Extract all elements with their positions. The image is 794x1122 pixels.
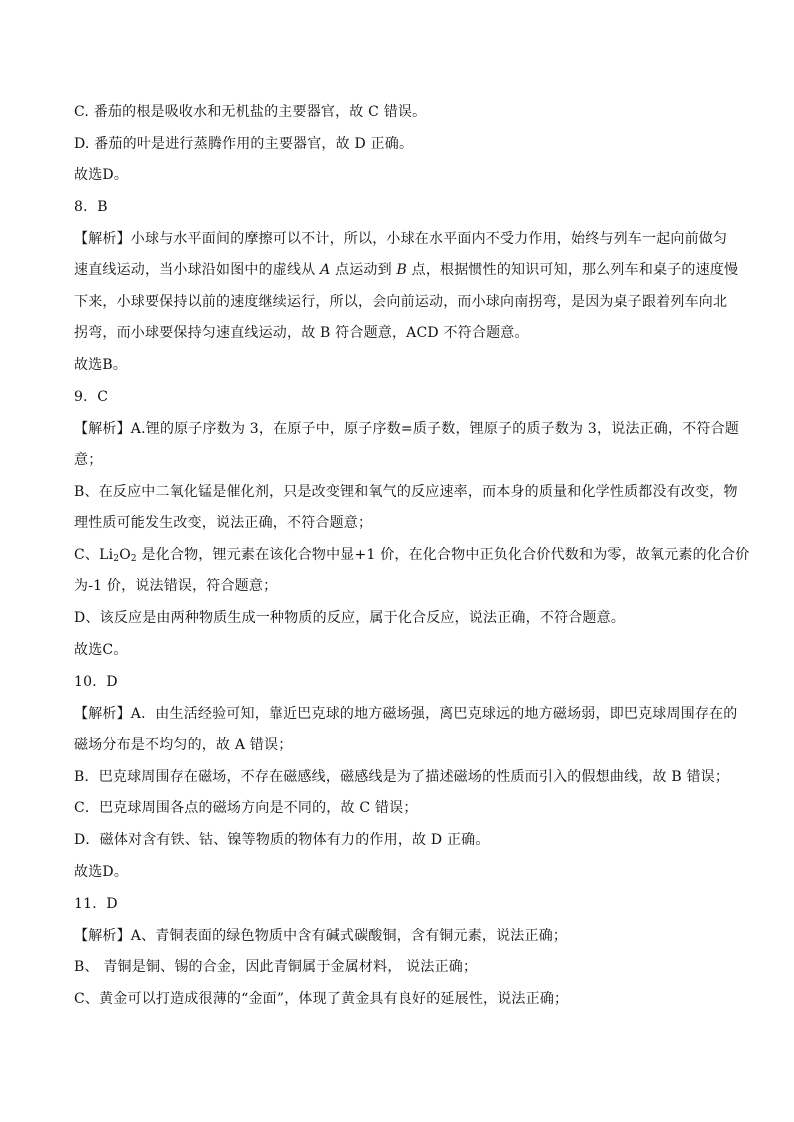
analysis-10-line-3: B．巴克球周围存在磁场，不存在磁感线，磁感线是为了描述磁场的性质而引入的假想曲线，故 B 错误； xyxy=(74,769,730,785)
analysis-9-line-7: D、该反应是由两种物质生成一种物质的反应，属于化合反应，说法正确，不符合题意。 xyxy=(74,610,626,626)
analysis-9-line-1: 【解析】A.锂的原子序数为 3，在原子中，原子序数=质子数，锂原子的质子数为 3，说法正确，不符合题 xyxy=(74,421,740,437)
analysis-8-line-4: 拐弯，而小球要保持匀速直线运动，故 B 符合题意，ACD 不符合题意。 xyxy=(74,325,529,341)
analysis-8-line-1: 【解析】小球与水平面间的摩擦可以不计，所以，小球在水平面内不受力作用，始终与列车一起向前做匀 xyxy=(74,231,728,247)
analysis-8-line-3: 下来，小球要保持以前的速度继续运行，所以，会向前运动，而小球向南拐弯，是因为桌子跟着列车向北 xyxy=(74,294,728,310)
analysis-10-line-2: 磁场分布是不均匀的，故 A 错误； xyxy=(74,737,293,753)
analysis-11-line-3: C、黄金可以打造成很薄的“金面”，体现了黄金具有良好的延展性，说法正确； xyxy=(74,991,569,1007)
analysis-9-line-6: 为-1 价，说法错误，符合题意； xyxy=(74,578,278,594)
answer-line: 故选D。 xyxy=(74,167,129,183)
question-10-heading: 10．D xyxy=(74,674,118,690)
analysis-10-line-1: 【解析】A．由生活经验可知，靠近巴克球的地方磁场强，离巴克球远的地方磁场弱，即巴克球周围存在的 xyxy=(74,706,738,722)
analysis-9-line-5: C、$Li_2O_2$ 是化合物，锂元素在该化合物中显+1 价，在化合物中正负化合价代数和为零，故氧元素的化合价 xyxy=(74,547,750,564)
analysis-10-line-5: D．磁体对含有铁、钴、镍等物质的物体有力的作用，故 D 正确。 xyxy=(74,832,490,848)
answer-line: 故选B。 xyxy=(74,357,128,373)
question-9-heading: 9．C xyxy=(74,389,109,405)
analysis-9-line-2: 意； xyxy=(74,452,103,468)
analysis-9-line-4: 理性质可能发生改变，说法正确，不符合题意； xyxy=(74,515,373,531)
answer-line: 故选D。 xyxy=(74,864,129,880)
analysis-11-line-1: 【解析】A、青铜表面的绿色物质中含有碱式碳酸铜，含有铜元素，说法正确； xyxy=(74,928,568,944)
analysis-8-line-2: 速直线运动，当小球沿如图中的虚线从 A 点运动到 B 点，根据惯性的知识可知，那么列车和桌子的速度慢 xyxy=(74,262,739,278)
answer-line: 故选C。 xyxy=(74,642,128,658)
analysis-11-line-2: B、 青铜是铜、锡的合金，因此青铜属于金属材料， 说法正确； xyxy=(74,959,478,975)
option-d-line: D. 番茄的叶是进行蒸腾作用的主要器官，故 D 正确。 xyxy=(74,136,414,152)
question-8-heading: 8．B xyxy=(74,199,108,215)
analysis-9-line-3: B、在反应中二氧化锰是催化剂，只是改变锂和氧气的反应速率，而本身的质量和化学性质都没有改变，物 xyxy=(74,484,738,500)
question-11-heading: 11．D xyxy=(74,896,118,912)
analysis-10-line-4: C．巴克球周围各点的磁场方向是不同的，故 C 错误； xyxy=(74,800,418,816)
option-c-line: C. 番茄的根是吸收水和无机盐的主要器官，故 C 错误。 xyxy=(74,104,427,120)
